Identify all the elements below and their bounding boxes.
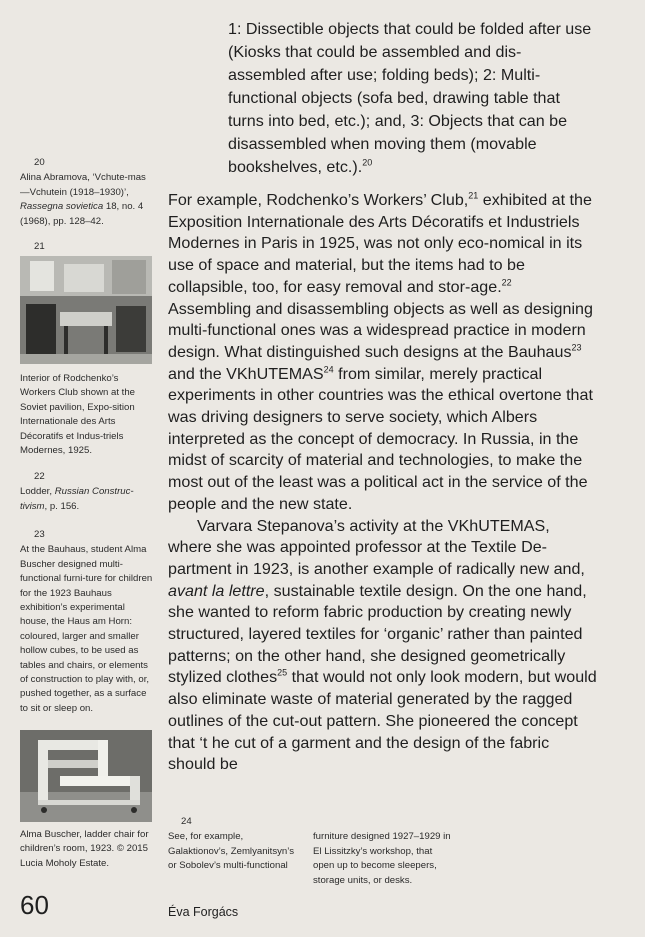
- p1-text-b: exhibited at the Exposition Internationale des Arts Décoratifs et Industriels Modernes in Paris in 1925, was not only eco-nomical in its use of space and material, but the items had to be collapsible, too, for easy removal and stor-age.: [168, 191, 592, 296]
- club-interior-image: [20, 256, 152, 364]
- footnote-ref-21[interactable]: 21: [468, 190, 479, 201]
- paragraph-2: [168, 516, 598, 776]
- footnote-24-col1: [168, 830, 298, 874]
- sidenote-22-text-a: Lodder,: [20, 486, 55, 498]
- p1-text-e: from similar, merely practical experiments in other countries was the ethical overtone that was driving designers to serve society, which Albers interpreted as the concept of democracy. In Russia, in the midst of scarcity of material and technologies, to make the most out of the least was a political act in the service of the people and the new state.: [168, 364, 593, 513]
- footnote-number: 24: [181, 816, 192, 827]
- sidenote-number: 23: [34, 529, 45, 540]
- sidenote-21-number-block: [20, 240, 155, 255]
- footnote-text: furniture designed 1927–1929 in El Lissitzky’s workshop, that open up to become sleepers, storage units, or desks.: [313, 831, 451, 886]
- sidenote-23: [20, 528, 155, 716]
- page-number: 60: [20, 890, 49, 920]
- footnote-ref-20[interactable]: 20: [362, 157, 373, 168]
- sidenote-22-italic: Russian Construc-tivism: [20, 486, 134, 512]
- sidenote-20-text-b: 18, no. 4 (1968), pp. 128–42.: [20, 201, 144, 227]
- ladder-chair-photo: [20, 730, 152, 822]
- sidenote-23-text: At the Bauhaus, student Alma Buscher designed multi-functional furni-ture for children for the 1923 Bauhaus exhibition’s experimental house, the Haus am Horn: coloured, larger and smaller hollow cubes, to be used as tables and chairs, or elements of construction to play with, or, pushed together, as a surface to sit or sleep on.: [20, 544, 153, 714]
- sidenote-20: [20, 156, 155, 229]
- main-text-quote-block: [228, 18, 598, 179]
- main-text-body: [168, 190, 598, 776]
- footnote-text: See, for example, Galaktionov’s, Zemlyanitsyn’s or Sobolev’s multi-functional: [168, 831, 295, 872]
- quote-text: 1: Dissectible objects that could be folded after use (Kiosks that could be assembled and dis-assembled after use; folding beds); 2: Multi-functional objects (sofa bed, drawing table that turns into bed, etc.); and, 3: Objects that can be disassembled when moving them (movable bookshelves, etc.).: [228, 20, 592, 176]
- sidenote-21-caption: [20, 372, 155, 458]
- footnote-ref-24[interactable]: 24: [323, 364, 334, 375]
- caption-text: Alma Buscher, ladder chair for children’s room, 1923. © 2015 Lucia Moholy Estate.: [20, 829, 149, 869]
- sidenote-22: [20, 470, 155, 514]
- rodchenko-workers-club-photo: [20, 256, 152, 364]
- sidenote-22-text-b: , p. 156.: [44, 500, 80, 512]
- p2-text-b: , sustainable textile design. On the one hand, she wanted to reform fabric production by creating newly structured, layered textiles for ‘organic’ rather than painted patterns; on the other hand, she designed geometrically stylized clothes: [168, 581, 587, 687]
- paragraph-1: [168, 190, 598, 516]
- p2-text-c: that would not only look modern, but would also eliminate waste of material generated by the ragged outlines of the cut-out pattern. She pioneered the concept that ‘t he cut of a garment and the design of the fabric should be: [168, 668, 597, 774]
- p1-text-d: and the VKhUTEMAS: [168, 364, 324, 383]
- footnote-24-col2: [313, 830, 451, 888]
- chair-image: [20, 730, 152, 822]
- footnote-ref-25[interactable]: 25: [277, 668, 288, 679]
- footnote-ref-22[interactable]: 22: [501, 277, 512, 288]
- caption-text: Interior of Rodchenko’s Workers Club shown at the Soviet pavilion, Expo-sition Internationale des Arts Décoratifs et Indus-triels Modernes, 1925.: [20, 373, 135, 457]
- running-head-author: Éva Forgács: [168, 905, 239, 919]
- p2-italic: avant la lettre: [168, 581, 265, 600]
- sidenote-20-italic: Rassegna sovietica: [20, 201, 104, 213]
- p1-text-a: For example, Rodchenko’s Workers’ Club,: [168, 191, 469, 209]
- sidenote-number: 20: [34, 157, 45, 168]
- p2-text-a: Varvara Stepanova’s activity at the VKhUTEMAS, where she was appointed professor at the Textile De-partment in 1923, is another example of radically new and,: [168, 516, 585, 578]
- chair-caption: [20, 828, 155, 871]
- footnote-24-number: [181, 815, 192, 830]
- sidenote-20-text-a: Alina Abramova, ‘Vchute-mas—Vchutein (1918–1930)’,: [20, 172, 146, 198]
- sidenote-number: 22: [34, 471, 45, 482]
- footnote-ref-23[interactable]: 23: [571, 342, 582, 353]
- sidenote-number: 21: [34, 241, 45, 252]
- p1-text-c: Assembling and disassembling objects as well as designing multi-functional ones was a widespread practice in modern design. What distinguished such designs at the Bauhaus: [168, 299, 593, 361]
